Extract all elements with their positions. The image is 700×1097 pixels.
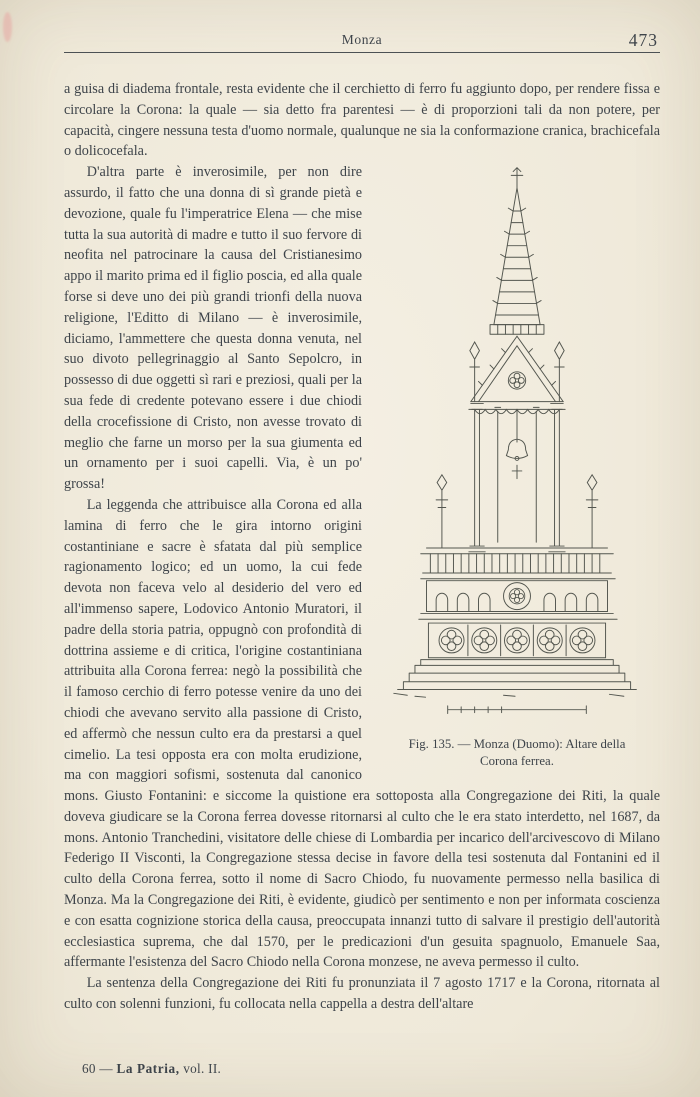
footer-suffix: vol. II. [179, 1061, 222, 1076]
paragraph-4: La sentenza della Congregazione dei Riti fu pronunziata il 7 agosto 1717 e la Corona, ritornata al culto con solenni funzioni, fu collocata nella cappella a destra dell'altare [64, 975, 660, 1013]
footer-signature [82, 1061, 221, 1077]
spire [490, 188, 544, 334]
page-number: 473 [628, 30, 658, 50]
candelabrum-right [586, 475, 598, 548]
canopy [469, 336, 565, 413]
altar-frieze [419, 581, 617, 620]
altar-engraving [388, 164, 646, 724]
footer-prefix: 60 — [82, 1061, 117, 1076]
altar-base [394, 660, 637, 698]
scale-bar [448, 706, 587, 714]
paragraph-2: D'altra parte è inverosimile, per non dire assurdo, il fatto che una donna di sì grande pietà e devozione, quale fu l'imperatrice Elena — che mise tutta la sua autorità di madre e tutto il suo fervore di neofita nel patrocinare la causa del Cristianesimo appo il marito prima ed il figlio poscia, ed alla quale forse si deve uno dei più grandi trionfi della nuova religione, l'Editto di Milano — è inverosimile, diciamo, l'ammettere che questa donna venuta, nel suo divoto pellegrinaggio al Santo Sepolcro, in possesso di due oggetti sì rari e preziosi, quali per la sua fede di credente potevano essere i due chiodi della crocefissione di Cristo, non avesse trovato di meglio che farne un morso per la sua giumenta ed un ornamento per i suoi capelli. Via, è un po' grossa! [64, 164, 362, 493]
text-block [64, 79, 660, 1015]
altar-entablature [421, 548, 615, 579]
figure-caption: Fig. 135. — Monza (Duomo): Altare della Corona ferrea. [408, 737, 626, 769]
scan-artifact [3, 12, 12, 42]
hanging-bell [506, 410, 527, 479]
running-title: Monza [341, 32, 383, 47]
figure-altar [374, 164, 660, 771]
candelabrum-left [436, 475, 448, 548]
altar-panel [428, 623, 605, 658]
running-head [64, 26, 660, 53]
cross-finial-icon [511, 168, 523, 190]
paragraph-3: La leggenda che attribuisce alla Corona ed alla lamina di ferro che le gira intorno origini costantiniane e sacre è sfatata dal più semplice ragionamento logico; ed un uomo, la cui fede devota non faceva velo al desiderio del vero ed all'immenso sapere, Lodovico Antonio Muratori, il padre della storia patria, oppugnò con profondità di dottrina assieme e di critica, l'origine costantiniana attribuita alla Corona ferrea: negò la possibilità che il famoso cerchio di ferro potesse venire da uno dei chiodi che avevano servito alla passione di Cristo, ed affermò che nessun culto era da prestarsi a quel cimelio. La tesi opposta era con molta erudizione, ma con maggiori sofismi, sostenuta dal canonico mons. Giusto Fontanini: e siccome la quistione era sottoposta alla Congregazione dei Riti, la quale doveva giudicare se la Corona ferrea dovesse ritornarsi al culto che le era stato interdetto, nel 1687, da mons. Antonio Tranchedini, visitatore delle chiese di Lombardia per incarico dell'arcivescovo di Milano Federigo II Visconti, la Congregazione stessa decise in favore della tesi sostenuta dal Fontanini ed il culto della Corona ferrea, sotto il nome di Sacro Chiodo, fu nuovamente permesso nella basilica di Monza. Ma la Congregazione dei Riti, è evidente, giudicò per sentimento e non per informata coscienza e con esatta cognizione storica della causa, preoccupata innanzi tutto di salvare il prestigio dell'autorità ecclesiastica suprema, che dal 1570, per le predicazioni d'un gesuita spagnuolo, Emanuele Saa, affermante l'esistenza del Sacro Chiodo nella Corona monzese, ne aveva permesso il culto. [64, 496, 660, 971]
footer-title: La Patria, [116, 1061, 180, 1076]
paragraph-1: a guisa di diadema frontale, resta evidente che il cerchietto di ferro fu aggiunto dopo, per rendere fissa e circolare la Corona: la quale — sia detto fra parentesi — è di proporzioni tali da non potere, per capacità, cingere nessuna testa d'uomo normale, qualunque ne sia la conformazione cranica, brachicefala o dolicocefala. [64, 81, 660, 160]
